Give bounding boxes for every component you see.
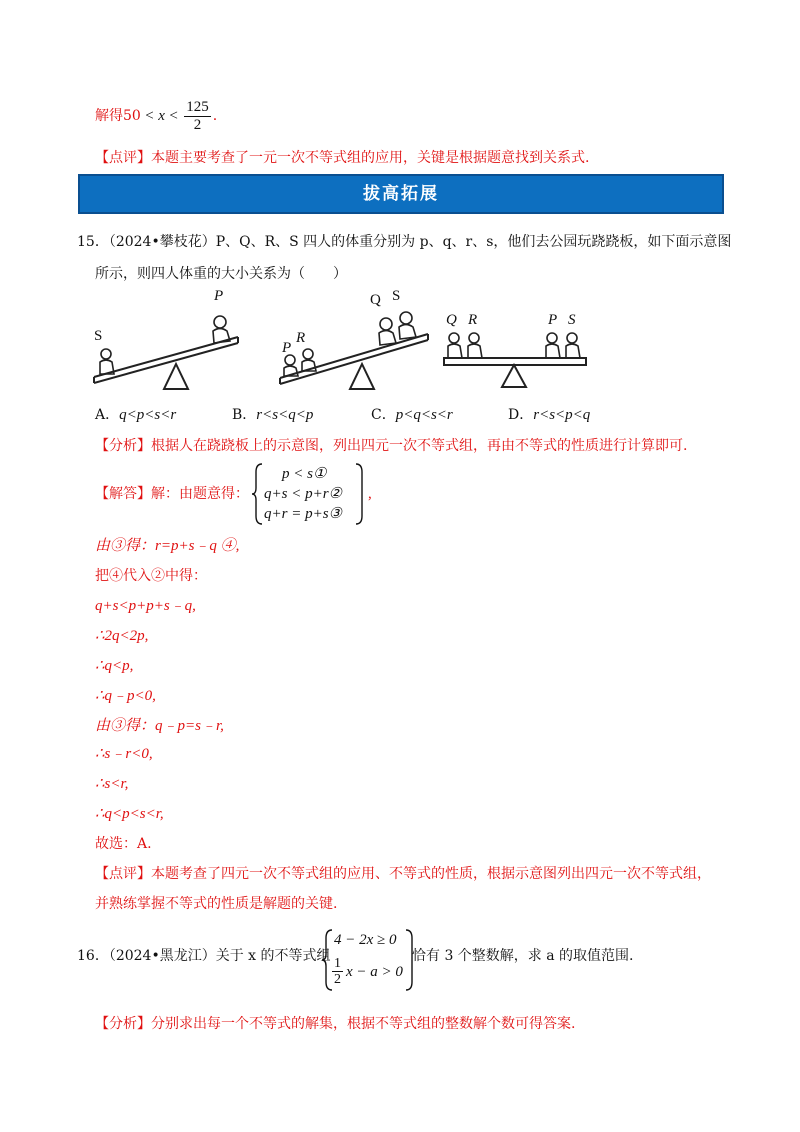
step-5: ∴q<p, bbox=[95, 658, 134, 674]
frac-denominator: 2 bbox=[193, 116, 202, 133]
fig1-label-p: P bbox=[214, 288, 224, 304]
seesaw-figure-2 bbox=[274, 290, 434, 390]
q16-sys-row-1: 4 − 2x ≥ 0 bbox=[334, 932, 397, 948]
option-b bbox=[232, 404, 313, 424]
sys-row-2: q+s < p+r② bbox=[264, 486, 342, 502]
step-4: ∴2q<2p, bbox=[95, 628, 149, 644]
step-9: ∴s<r, bbox=[95, 776, 129, 792]
step-1: 由③得：r=p+s﹣q ④, bbox=[95, 538, 240, 554]
step-8: ∴s﹣r<0, bbox=[95, 746, 153, 762]
fig3-label-q: Q bbox=[446, 312, 457, 328]
q15-comment-2: 并熟练掌握不等式的性质是解题的关键. bbox=[95, 896, 338, 912]
step-3: q+s<p+p+s﹣q, bbox=[95, 598, 196, 614]
step-2: 把④代入②中得： bbox=[95, 568, 207, 584]
q15-inequality-system bbox=[252, 462, 372, 526]
solve-lt2: < bbox=[169, 108, 178, 124]
q15-answer-prefix: 【解答】解：由题意得： bbox=[95, 486, 249, 502]
solve-end: . bbox=[212, 108, 218, 124]
option-d bbox=[508, 404, 590, 424]
comment-line: 【点评】本题主要考查了一元一次不等式组的应用，关键是根据题意找到关系式. bbox=[95, 150, 590, 166]
fig3-label-p: P bbox=[548, 312, 558, 328]
fig2-label-s: S bbox=[392, 288, 401, 304]
sys-row-3: q+r = p+s③ bbox=[264, 506, 342, 522]
fig2-label-r: R bbox=[296, 330, 306, 346]
option-b-text: r<s<q<p bbox=[256, 407, 314, 423]
q16-frac-numerator: 1 bbox=[334, 956, 341, 971]
option-a-text: q<p<s<r bbox=[119, 407, 177, 423]
q15-line2: 所示，则四人体重的大小关系为（ ） bbox=[95, 266, 347, 282]
sys-end: , bbox=[368, 486, 372, 502]
step-10: ∴q<p<s<r, bbox=[95, 806, 164, 822]
option-d-label: D． bbox=[508, 407, 534, 423]
seesaw-figure-3 bbox=[440, 310, 590, 390]
option-b-label: B． bbox=[232, 407, 257, 423]
q15-analysis: 【分析】根据人在跷跷板上的示意图，列出四元一次不等式组，再由不等式的性质进行计算即可. bbox=[95, 438, 688, 454]
option-c-label: C． bbox=[371, 407, 396, 423]
q16-analysis: 【分析】分别求出每一个不等式的解集，根据不等式组的整数解个数可得答案. bbox=[95, 1016, 576, 1032]
frac-numerator: 125 bbox=[186, 98, 209, 115]
option-c bbox=[371, 404, 453, 424]
option-a bbox=[95, 404, 176, 424]
step-7: 由③得：q﹣p=s﹣r, bbox=[95, 718, 224, 734]
q16-inequality-system bbox=[322, 928, 412, 992]
q16-sys-frac bbox=[332, 956, 343, 987]
q16-prefix: 16．（2024•黑龙江）关于 x 的不等式组 bbox=[77, 948, 331, 964]
solve-fraction bbox=[184, 99, 211, 134]
fig2-label-p: P bbox=[282, 340, 292, 356]
q16-suffix: 恰有 3 个整数解，求 a 的取值范围. bbox=[412, 948, 634, 964]
q16-frac-denominator: 2 bbox=[334, 972, 341, 987]
fig3-label-s: S bbox=[568, 312, 576, 328]
q15-comment-1: 【点评】本题考查了四元一次不等式组的应用、不等式的性质，根据示意图列出四元一次不等式组， bbox=[95, 866, 711, 882]
option-a-label: A． bbox=[95, 407, 120, 423]
fig1-label-s: S bbox=[94, 328, 103, 344]
solve-prefix: 解得50 bbox=[95, 108, 141, 124]
q16-sys-row-2: x − a > 0 bbox=[346, 964, 403, 980]
seesaw-figure-1 bbox=[88, 288, 248, 392]
fig2-label-q: Q bbox=[370, 292, 381, 308]
step-11: 故选：A. bbox=[95, 836, 152, 852]
option-d-text: r<s<p<q bbox=[533, 407, 591, 423]
section-banner: 拔高拓展 bbox=[78, 174, 724, 214]
q15-line1: 15．（2024•攀枝花）P、Q、R、S 四人的体重分别为 p、q、r、s，他们去公园玩跷跷板，如下面示意图 bbox=[77, 234, 732, 250]
fig3-label-r: R bbox=[468, 312, 478, 328]
step-6: ∴q﹣p<0, bbox=[95, 688, 156, 704]
solve-lt1: < bbox=[145, 108, 154, 124]
solve-var: x bbox=[158, 108, 165, 124]
sys-row-1: p < s① bbox=[282, 466, 327, 482]
solve-line bbox=[95, 98, 217, 134]
option-c-text: p<q<s<r bbox=[395, 407, 453, 423]
